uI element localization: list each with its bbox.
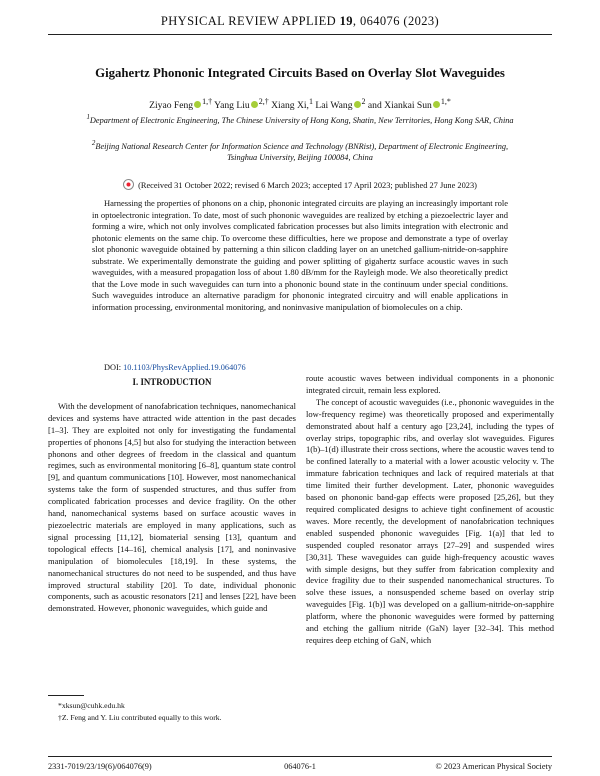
author-marks: 1 <box>308 97 313 106</box>
author-marks: 1,* <box>440 97 451 106</box>
received-dates: (Received 31 October 2022; revised 6 March 2023; accepted 17 April 2023; published 27 June 2023) <box>48 179 552 190</box>
author[interactable]: Xiang Xi, <box>271 100 309 112</box>
body-paragraph: With the development of nanofabrication techniques, nanomechanical devices and systems have attracted wide attention in the past decades [1–3]. They are exploited not only for investigating the fundamental properties of phonons [4,5] but also for studying the interaction between phonons and other degrees of freedom in the classical and quantum regimes, such as environmental monitoring [6–8], quantum state control [9], and quantum communications [10]. However, most nanomechanical systems take the form of suspended structures, and thus suffer from complicated fabrication processes and device fragility. On the other hand, nanomechanical systems based on surface acoustic waves in piezoelectric materials are employed in many applications, such as signal processing [11,12], biomaterial sensing [13], quantum and topological effects [14–16], chemical analysis [17], and noninvasive manipulation of biomolecules [18,19]. In these systems, the nanomechanical structures do not need to be suspended, and thus have improved structural stability [20]. To date, individual phononic components, such as acoustic resonators [21] and lenses [22], have been demonstrated. However, phononic waveguides, which guide and <box>48 400 296 614</box>
orcid-icon[interactable] <box>251 101 258 108</box>
author[interactable]: Xiankai Sun <box>384 100 432 112</box>
body-paragraph: The concept of acoustic waveguides (i.e., phononic waveguides in the low-frequency regime) was theoretically proposed and experimentally demonstrated about half a century ago [23,24], including the types of overlay strips, topographic ribs, and overlay slot waveguides. Figures 1(b)–1(d) illustrate their cross sections, where the acoustic waves tend to be confined laterally to a material with a lower acoustic velocity v. The immature fabrication techniques and lack of required materials at that time limited their further development. Later, phononic waveguides based on phononic band-gap effects were proposed [25,26], but they required complicated designs to achieve tight confinement of acoustic waves. More recently, the development of nanofabrication techniques enabled suspended phononic waveguides [Fig. 1(a)] that led to suspended coupled resonator arrays [27–29] and suspended wires [30,31]. These waveguides can guide high-frequency acoustic waves with simple designs, but they suffer from fabrication complexity and device fragility due to their suspended nanomechanical structures. To solve these issues, a nonsuspended scheme based on overlay strip waveguides [Fig. 1(b)] was developed on a gallium-nitride-on-sapphire platform, where the phononic waveguides were formed by patterning and etching the gallium nitride (GaN) layer [32–34]. This method requires deep etching of GaN, which <box>306 396 554 645</box>
section-title: I. INTRODUCTION <box>132 377 212 387</box>
orcid-icon[interactable] <box>433 101 440 108</box>
orcid-icon[interactable] <box>354 101 361 108</box>
author-marks: 2 <box>361 97 366 106</box>
footnote-equal-contribution: †Z. Feng and Y. Liu contributed equally to this work. <box>58 712 222 722</box>
body-paragraph: route acoustic waves between individual components in a phononic integrated circuit, remain less explored. <box>306 373 554 395</box>
left-column <box>48 377 296 615</box>
author[interactable]: Yang Liu <box>214 100 250 112</box>
footer-issn: 2331-7019/23/19(6)/064076(9) <box>48 762 152 771</box>
author[interactable]: Ziyao Feng <box>149 100 194 112</box>
orcid-icon[interactable] <box>194 101 201 108</box>
footer-page-number: 064076-1 <box>284 762 316 771</box>
journal-volume: 19 <box>339 14 353 28</box>
footnotes <box>58 700 222 723</box>
abstract: Harnessing the properties of phonons on a chip, phononic integrated circuits are playing an increasingly important role in optoelectronic integration. To date, most of such phononic waveguides are realized by etching a piezoelectric layer and forming a wire, which not only involves complicated fabrication processes but also limits integration with electronic and photonic elements on the same chip. To overcome these difficulties, here we propose and demonstrate a type of overlay slot phononic waveguide obtained by patterning a thin silicon cladding layer on an unetched gallium-nitride-on-sapphire substrate. We experimentally demonstrate the guiding and power splitting of gigahertz surface acoustic waves in such waveguides, with a measured propagation loss of about 1.80 dB/mm for the Rayleigh mode. We also theoretically predict that the Love mode in such waveguides can turn into a phononic bound state in the continuum under special conditions. Such waveguides introduce an alternative paradigm for phononic integrated circuitry and will enable applications in information processing, environmental monitoring, and noninvasive manipulation of biomolecules on a chip. <box>92 198 508 312</box>
author[interactable]: Lai Wang <box>315 100 353 112</box>
author-marks: 2,† <box>258 97 269 106</box>
footer-copyright: © 2023 American Physical Society <box>435 762 552 771</box>
doi-line: DOI: 10.1103/PhysRevApplied.19.064076 <box>104 363 246 372</box>
paper-title: Gigahertz Phononic Integrated Circuits Based on Overlay Slot Waveguides <box>95 66 505 80</box>
right-column <box>306 373 554 647</box>
footnote-email[interactable]: *xksun@cuhk.edu.hk <box>58 701 125 710</box>
affiliation-1: $^1$Department of Electronic Engineering, The Chinese University of Hong Kong, Shatin, New Territories, Hong Kong SAR, China <box>86 114 514 125</box>
running-header <box>48 8 552 35</box>
affiliation-2: $^2$Beijing National Research Center for Information Science and Technology (BNRist), Department of Electronic Engineering, Tsinghua University, Beijing 100084, China <box>91 140 509 163</box>
doi-link[interactable]: 10.1103/PhysRevApplied.19.064076 <box>123 363 246 372</box>
page-footer <box>48 756 552 769</box>
author-list: Ziyao Feng $^{1,\dagger}$ Yang Liu $^{2,\dagger}$ Xiang Xi,$^1$ Lai Wang $^2$ and Xiankai Sun $^{1,*}$ <box>149 97 451 112</box>
crossmark-icon[interactable] <box>123 179 134 190</box>
footnote-divider <box>48 695 84 696</box>
author-marks: 1,† <box>202 97 213 106</box>
journal-name: PHYSICAL REVIEW APPLIED 19, 064076 (2023) <box>160 14 440 28</box>
